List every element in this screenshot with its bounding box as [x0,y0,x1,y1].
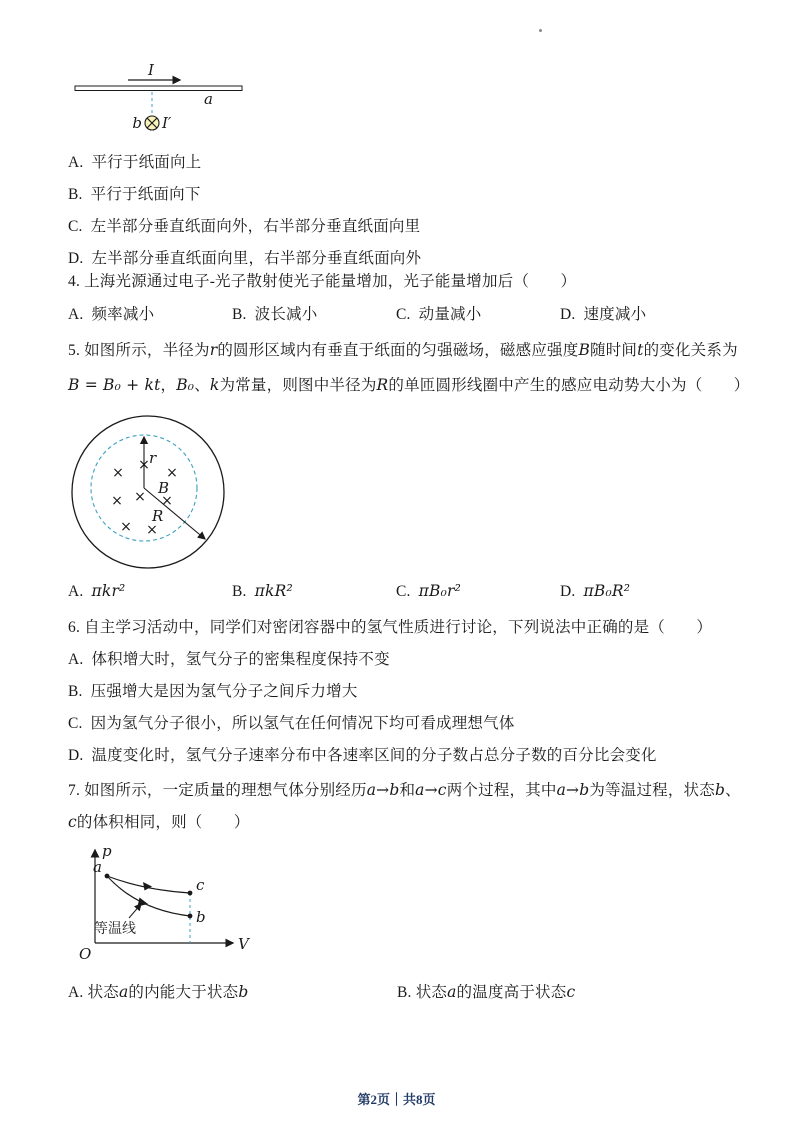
option-label: A. [68,306,84,323]
text-segment: 5. 如图所示，半径为 [68,342,210,359]
option-text: 平行于纸面向下 [90,186,201,203]
option-text: 因为氢气分子很小，所以氢气在任何情况下均可看成理想气体 [90,715,515,732]
q5-stem-line2 [68,374,750,397]
math-segment: c [68,813,77,831]
state-a-label: a [93,858,102,876]
option-text: 频率减小 [91,306,155,323]
option-formula: πB₀R² [583,582,631,600]
option-text: 波长减小 [254,306,318,323]
q7-option-b [397,981,575,1004]
state-a-point [105,874,110,879]
q5-options-row [68,580,748,603]
math-segment: b [714,781,726,799]
text-segment: 的内能大于状态 [128,984,239,1001]
field-into-page-mark: × [134,489,146,505]
isotherm-label: 等温线 [94,922,136,937]
q4-option-d [560,304,646,326]
field-into-page-mark: × [138,457,150,473]
q7-stem-line1 [68,779,741,802]
option-text: 动量减小 [418,306,482,323]
page-artifact-dot [539,29,542,32]
text-segment: A. 状态 [68,984,119,1001]
q6-option-d [68,745,657,767]
option-formula: πkr² [91,582,126,600]
option-formula: πkR² [254,582,293,600]
math-segment: c [566,983,576,1001]
state-b-point [188,914,193,919]
text-segment: B. 状态 [397,984,448,1001]
state-b-label: b [196,908,206,926]
option-text: 压强增大是因为氢气分子之间斥力增大 [90,683,358,700]
math-segment: B₀ [176,376,195,394]
math-segment: a→c [415,781,447,799]
q3-option-b [68,184,201,206]
option-text: 平行于纸面向上 [91,154,202,171]
wire [75,86,242,91]
option-label: A. [68,154,84,171]
origin-label: O [79,945,92,963]
q6-stem: 6. 自主学习活动中，同学们对密闭容器中的氢气性质进行讨论，下列说法中正确的是（ ） [68,619,713,636]
state-c-label: c [196,876,205,894]
option-text: 左半部分垂直纸面向外，右半部分垂直纸面向里 [90,218,421,235]
process-a-to-b-curve [107,876,190,916]
text-segment: 的单匝圆形线圈中产生的感应电动势大小为（ ） [388,377,750,394]
option-label: C. [396,306,411,323]
induced-current-label: I′ [162,114,172,132]
q4-options-row [68,304,748,326]
text-segment: 的体积相同，则（ ） [76,814,250,831]
math-segment: t [637,341,644,359]
wire-end-a-label: a [204,90,213,108]
q4-option-b [232,304,396,326]
text-segment: 为等温过程，状态 [589,782,715,799]
q5-option-b [232,580,396,603]
option-label: B. [68,186,83,203]
current-i-label: I [148,61,154,79]
q5-option-a [68,580,232,603]
q3-wire-current-diagram [68,58,330,146]
text-segment: 的圆形区域内有垂直于纸面的匀强磁场，磁感应强度 [217,342,579,359]
option-label: D. [560,583,576,600]
option-label: C. [68,218,83,235]
option-label: A. [68,583,84,600]
text-segment: 和 [399,782,416,799]
math-segment: B = B₀ + kt [68,376,161,394]
text-segment: 7. 如图所示，一定质量的理想气体分别经历 [68,782,367,799]
option-text: 速度减小 [583,306,647,323]
field-into-page-mark: × [112,465,124,481]
field-b-label: B [158,479,170,497]
option-label: A. [68,651,84,668]
point-b-label: b [132,114,142,132]
option-label: B. [232,306,247,323]
q7-pv-diagram [66,838,254,982]
q6-option-b [68,681,358,703]
text-segment: 两个过程，其中 [446,782,557,799]
q5-option-c [396,580,560,603]
q3-option-c [68,216,420,238]
radius-r-label: r [149,449,157,467]
option-text: 温度变化时，氢气分子速率分布中各速率区间的分子数占总分子数的百分比会变化 [91,747,657,764]
q4-stem: 4. 上海光源通过电子-光子散射使光子能量增加，光子能量增加后（ ） [68,273,577,290]
option-label: C. [396,583,411,600]
math-segment: a [447,983,457,1001]
math-segment: b [238,983,249,1001]
q6-option-c [68,713,515,735]
a-to-c-direction-arrow [143,882,152,891]
q3-option-d [68,248,421,270]
q7-option-a [68,981,248,1004]
v-axis-label: V [238,935,249,953]
field-into-page-mark: × [161,493,173,509]
option-formula: πB₀r² [418,582,462,600]
text-segment: 、 [194,377,210,394]
math-segment: a [118,983,129,1001]
text-segment: ， [160,377,177,394]
radius-R-label: R [152,507,164,525]
math-segment: a→b [366,781,400,799]
option-label: D. [68,747,84,764]
option-label: B. [68,683,83,700]
option-label: D. [560,306,576,323]
q4-option-c [396,304,560,326]
process-a-to-c-curve [107,876,190,893]
math-segment: r [209,341,218,359]
p-axis-label: p [102,842,112,860]
q3-option-a [68,152,201,174]
text-segment: 的变化关系为 [643,342,738,359]
q6-option-a [68,649,390,671]
page-footer: 第2页｜共8页 [357,1092,436,1107]
a-to-b-direction-arrow [138,898,149,907]
option-label: D. [68,250,84,267]
text-segment: 、 [725,782,741,799]
text-segment: 的温度高于状态 [456,984,567,1001]
isotherm-pointer-arrow [129,904,141,918]
text-segment: 为常量，则图中半径为 [219,377,377,394]
option-label: C. [68,715,83,732]
field-into-page-mark: × [111,493,123,509]
math-segment: R [376,376,389,394]
text-segment: 随时间 [590,342,638,359]
option-text: 体积增大时，氢气分子的密集程度保持不变 [91,651,390,668]
option-label: B. [232,583,247,600]
field-into-page-mark: × [166,465,178,481]
q5-option-d [560,580,630,603]
math-segment: a→b [556,781,590,799]
q7-stem-line2 [68,811,250,834]
q5-stem-line1 [68,339,738,362]
q4-option-a [68,304,232,326]
state-c-point [188,891,193,896]
field-into-page-mark: × [120,519,132,535]
field-into-page-mark: × [146,522,158,538]
math-segment: B [578,341,591,359]
math-segment: k [209,376,220,394]
q5-field-region-diagram [68,408,246,580]
option-text: 左半部分垂直纸面向里，右半部分垂直纸面向外 [91,250,422,267]
